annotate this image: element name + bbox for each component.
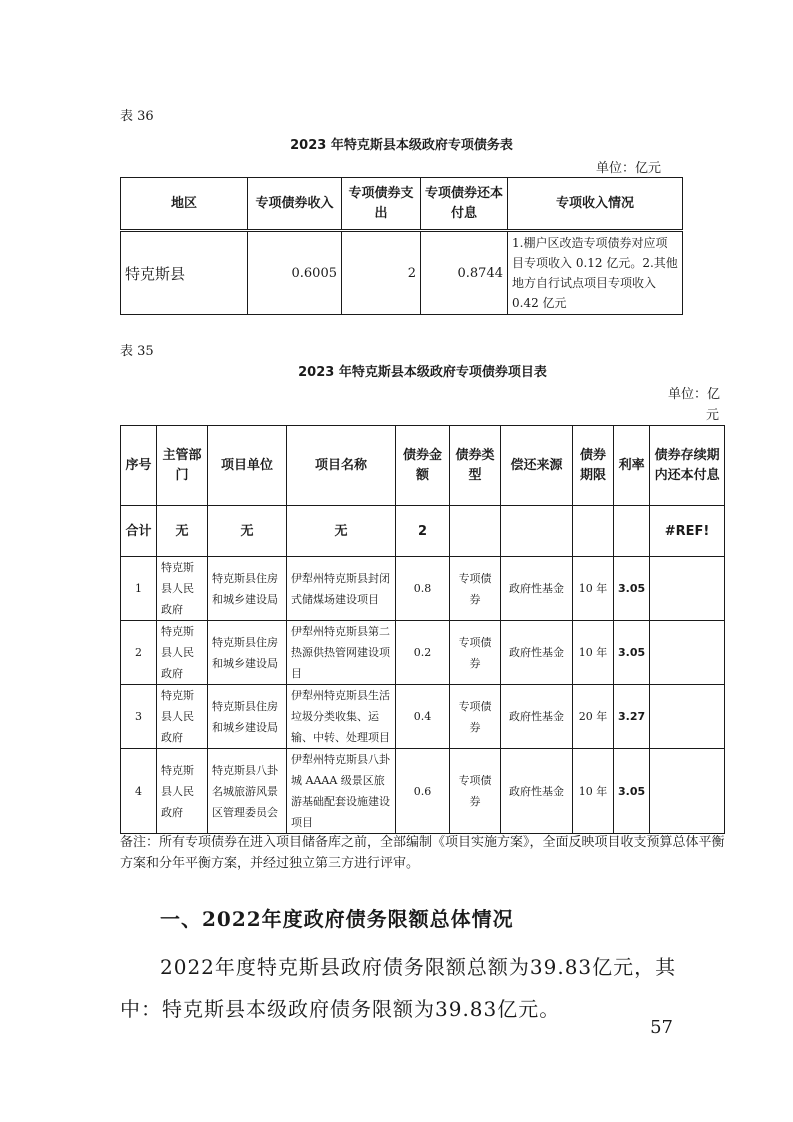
total-name: 无 (287, 506, 396, 557)
header-repay: 专项债券还本付息 (421, 178, 508, 231)
page-number: 57 (650, 1017, 673, 1038)
cell-term: 10 年 (573, 621, 614, 685)
table35 (120, 425, 725, 834)
cell-name: 伊犁州特克斯县八卦城 AAAA 级景区旅游基础配套设施建设项目 (287, 749, 396, 834)
table36-unit: 单位：亿元 (596, 161, 662, 176)
cell-region: 特克斯县 (121, 231, 248, 315)
cell-amount: 0.2 (396, 621, 450, 685)
cell-source: 政府性基金 (501, 621, 573, 685)
table35-label: 表 35 (120, 344, 154, 359)
total-row (121, 506, 725, 557)
cell-name: 伊犁州特克斯县生活垃圾分类收集、运输、中转、处理项目 (287, 685, 396, 749)
section-paragraph: 2022年度特克斯县政府债务限额总额为39.83亿元，其中：特克斯县本级政府债务限额为39.83亿元。 (120, 955, 677, 1021)
header-situation: 专项收入情况 (508, 178, 683, 231)
table-row (121, 231, 683, 315)
cell-type: 专项债券 (450, 749, 501, 834)
total-term (573, 506, 614, 557)
table35-title: 2023 年特克斯县本级政府专项债券项目表 (298, 365, 547, 380)
header-seq: 序号 (121, 426, 157, 506)
cell-term: 20 年 (573, 685, 614, 749)
cell-interest (650, 685, 725, 749)
cell-seq: 3 (121, 685, 157, 749)
header-expense: 专项债券支出 (342, 178, 421, 231)
table36-label: 表 36 (120, 109, 154, 124)
cell-seq: 4 (121, 749, 157, 834)
total-unit: 无 (208, 506, 287, 557)
cell-name: 伊犁州特克斯县封闭式储煤场建设项目 (287, 557, 396, 621)
cell-source: 政府性基金 (501, 557, 573, 621)
cell-type: 专项债券 (450, 685, 501, 749)
total-dept: 无 (157, 506, 208, 557)
cell-interest (650, 557, 725, 621)
table-row (121, 685, 725, 749)
cell-repay: 0.8744 (421, 231, 508, 315)
table-note: 备注：所有专项债券在进入项目储备库之前，全部编制《项目实施方案》，全面反映项目收支预算总体平衡方案和分年平衡方案，并经过独立第三方进行评审。 (120, 835, 725, 871)
cell-interest (650, 749, 725, 834)
cell-source: 政府性基金 (501, 685, 573, 749)
header-unit: 项目单位 (208, 426, 287, 506)
cell-unit: 特克斯县八卦名城旅游风景区管理委员会 (208, 749, 287, 834)
table36 (120, 177, 683, 315)
total-amount: 2 (396, 506, 450, 557)
cell-seq: 1 (121, 557, 157, 621)
header-source: 偿还来源 (501, 426, 573, 506)
cell-term: 10 年 (573, 749, 614, 834)
cell-rate: 3.05 (614, 557, 650, 621)
cell-source: 政府性基金 (501, 749, 573, 834)
header-type: 债券类型 (450, 426, 501, 506)
cell-unit: 特克斯县住房和城乡建设局 (208, 621, 287, 685)
cell-rate: 3.05 (614, 749, 650, 834)
header-rate: 利率 (614, 426, 650, 506)
cell-amount: 0.8 (396, 557, 450, 621)
cell-amount: 0.6 (396, 749, 450, 834)
header-name: 项目名称 (287, 426, 396, 506)
cell-dept: 特克斯县人民政府 (157, 621, 208, 685)
cell-name: 伊犁州特克斯县第二热源供热管网建设项目 (287, 621, 396, 685)
cell-dept: 特克斯县人民政府 (157, 557, 208, 621)
cell-unit: 特克斯县住房和城乡建设局 (208, 557, 287, 621)
total-interest: #REF! (650, 506, 725, 557)
header-term: 债券期限 (573, 426, 614, 506)
total-seq: 合计 (121, 506, 157, 557)
section-heading: 一、2022年度政府债务限额总体情况 (160, 907, 514, 931)
cell-expense: 2 (342, 231, 421, 315)
total-rate (614, 506, 650, 557)
cell-amount: 0.4 (396, 685, 450, 749)
header-region: 地区 (121, 178, 248, 231)
header-dept: 主管部门 (157, 426, 208, 506)
table-row (121, 749, 725, 834)
cell-rate: 3.27 (614, 685, 650, 749)
cell-income: 0.6005 (248, 231, 342, 315)
table-row (121, 621, 725, 685)
table36-title: 2023 年特克斯县本级政府专项债务表 (290, 138, 513, 153)
total-source (501, 506, 573, 557)
total-type (450, 506, 501, 557)
cell-term: 10 年 (573, 557, 614, 621)
table35-unit-line1: 单位：亿 (668, 387, 721, 402)
table-row (121, 557, 725, 621)
cell-seq: 2 (121, 621, 157, 685)
table35-unit-line2: 元 (706, 408, 720, 423)
cell-type: 专项债券 (450, 621, 501, 685)
cell-situation: 1.棚户区改造专项债券对应项目专项收入 0.12 亿元。2.其他地方自行试点项目专项收入 0.42 亿元 (508, 231, 683, 315)
cell-interest (650, 621, 725, 685)
header-interest: 债券存续期内还本付息 (650, 426, 725, 506)
cell-dept: 特克斯县人民政府 (157, 685, 208, 749)
cell-rate: 3.05 (614, 621, 650, 685)
cell-type: 专项债券 (450, 557, 501, 621)
cell-dept: 特克斯县人民政府 (157, 749, 208, 834)
header-amount: 债券金额 (396, 426, 450, 506)
header-income: 专项债券收入 (248, 178, 342, 231)
cell-unit: 特克斯县住房和城乡建设局 (208, 685, 287, 749)
